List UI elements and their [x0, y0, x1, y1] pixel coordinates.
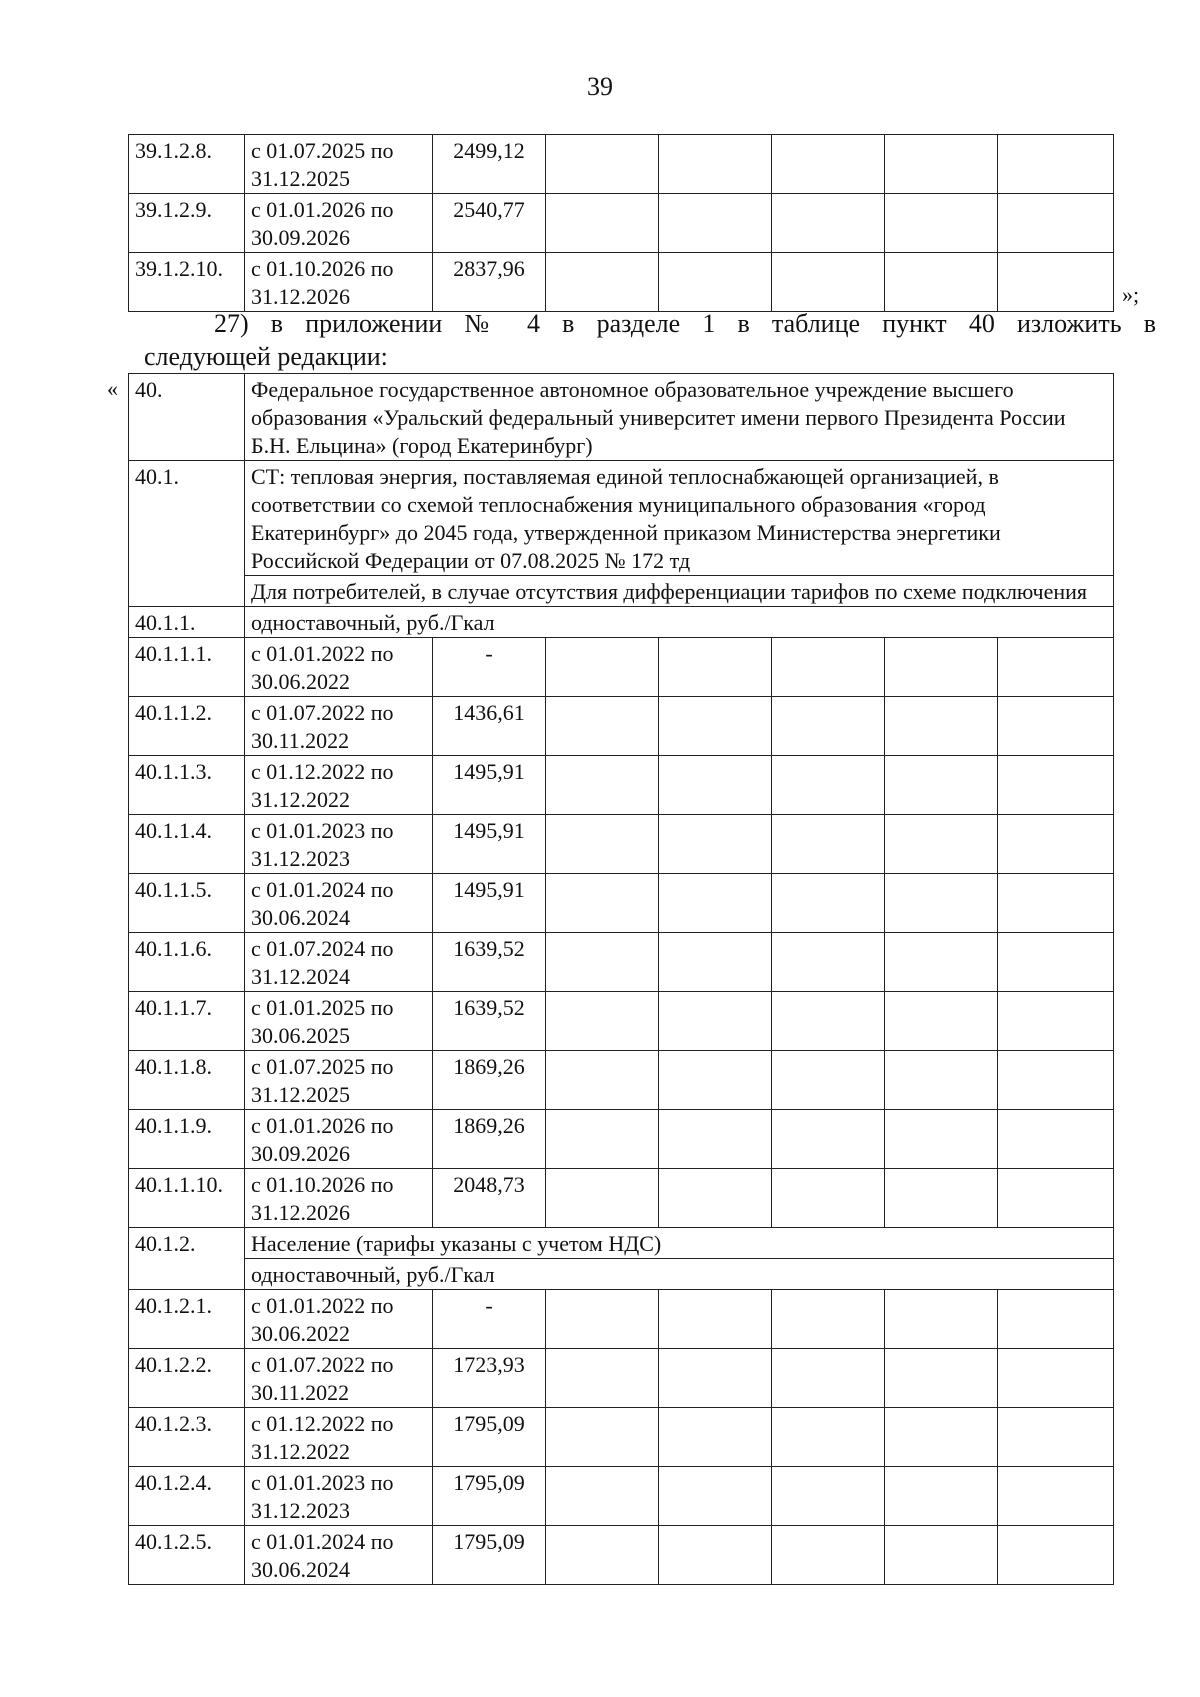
row-value: 1869,26 — [433, 1051, 546, 1110]
empty-cell — [885, 638, 998, 697]
org-name: Федеральное государственное автономное образовательное учреждение высшего образования «Уральский федеральный университет имени первого Президента России Б.Н. Ельцина» (город Екатеринбург) — [245, 374, 1114, 461]
empty-cell — [998, 1408, 1114, 1467]
table-row — [129, 756, 1114, 815]
empty-cell — [998, 194, 1114, 253]
empty-cell — [885, 194, 998, 253]
row-value: 2540,77 — [433, 194, 546, 253]
empty-cell — [546, 1169, 659, 1228]
row-number: 40.1.2.5. — [129, 1526, 245, 1585]
row-number: 40.1.1.4. — [129, 815, 245, 874]
table-row — [129, 1467, 1114, 1526]
row-period: с 01.07.2025 по 31.12.2025 — [245, 135, 433, 194]
table-row — [129, 1408, 1114, 1467]
table-row — [129, 874, 1114, 933]
sub2-unit-row — [129, 1259, 1114, 1290]
empty-cell — [659, 1467, 772, 1526]
row-value: 1639,52 — [433, 933, 546, 992]
empty-cell — [998, 1526, 1114, 1585]
tariff-table-40 — [128, 373, 1114, 1585]
row-number: 40.1.1.7. — [129, 992, 245, 1051]
table-row — [129, 1110, 1114, 1169]
sub2-number: 40.1.2. — [129, 1228, 245, 1290]
empty-cell — [998, 135, 1114, 194]
row-period: с 01.07.2024 по 31.12.2024 — [245, 933, 433, 992]
empty-cell — [772, 1408, 885, 1467]
table-row — [129, 697, 1114, 756]
sub2-label: Население (тарифы указаны с учетом НДС) — [245, 1228, 1114, 1259]
consumers-description: Для потребителей, в случае отсутствия дифференциации тарифов по схеме подключения — [245, 576, 1114, 607]
empty-cell — [885, 135, 998, 194]
empty-cell — [659, 1408, 772, 1467]
empty-cell — [772, 992, 885, 1051]
empty-cell — [546, 1467, 659, 1526]
empty-cell — [546, 638, 659, 697]
opening-quote: « — [107, 376, 118, 401]
row-period: с 01.01.2026 по 30.09.2026 — [245, 1110, 433, 1169]
empty-cell — [659, 1169, 772, 1228]
empty-cell — [885, 1526, 998, 1585]
row-number: 40.1.1.10. — [129, 1169, 245, 1228]
empty-cell — [885, 1110, 998, 1169]
empty-cell — [772, 638, 885, 697]
empty-cell — [998, 933, 1114, 992]
row-number: 40.1.2.2. — [129, 1349, 245, 1408]
empty-cell — [659, 1349, 772, 1408]
row-value: 1436,61 — [433, 697, 546, 756]
empty-cell — [772, 815, 885, 874]
empty-cell — [885, 253, 998, 312]
empty-cell — [546, 874, 659, 933]
empty-cell — [998, 756, 1114, 815]
row-number: 40.1.1.2. — [129, 697, 245, 756]
sub1-label: одноставочный, руб./Гкал — [245, 607, 1114, 638]
empty-cell — [998, 1349, 1114, 1408]
empty-cell — [546, 992, 659, 1051]
empty-cell — [772, 1467, 885, 1526]
empty-cell — [546, 1110, 659, 1169]
empty-cell — [659, 1526, 772, 1585]
empty-cell — [546, 1526, 659, 1585]
paragraph-27-line1: 27) в приложении № 4 в разделе 1 в таблице пункт 40 изложить в — [214, 309, 1156, 338]
empty-cell — [659, 992, 772, 1051]
empty-cell — [546, 1349, 659, 1408]
row-number: 40.1.1.3. — [129, 756, 245, 815]
row-period: с 01.07.2025 по 31.12.2025 — [245, 1051, 433, 1110]
empty-cell — [885, 1467, 998, 1526]
table-row — [129, 1290, 1114, 1349]
sub2-header-row — [129, 1228, 1114, 1259]
empty-cell — [772, 756, 885, 815]
table-row — [129, 1169, 1114, 1228]
empty-cell — [772, 1526, 885, 1585]
empty-cell — [885, 933, 998, 992]
row-value: 1723,93 — [433, 1349, 546, 1408]
empty-cell — [659, 135, 772, 194]
row-value: 1869,26 — [433, 1110, 546, 1169]
row-value: 1495,91 — [433, 756, 546, 815]
row-value: 1495,91 — [433, 815, 546, 874]
empty-cell — [546, 1051, 659, 1110]
closing-quote: »; — [1122, 282, 1140, 307]
row-value: 1495,91 — [433, 874, 546, 933]
sub1-header-row — [129, 607, 1114, 638]
row-period: с 01.01.2023 по 31.12.2023 — [245, 815, 433, 874]
empty-cell — [885, 874, 998, 933]
row-number: 40.1.2.3. — [129, 1408, 245, 1467]
empty-cell — [998, 1169, 1114, 1228]
consumers-row — [129, 576, 1114, 607]
empty-cell — [659, 815, 772, 874]
row-number: 40.1.1.9. — [129, 1110, 245, 1169]
empty-cell — [772, 1349, 885, 1408]
tariff-table-39 — [128, 134, 1114, 312]
empty-cell — [772, 253, 885, 312]
st-row — [129, 461, 1114, 576]
empty-cell — [659, 933, 772, 992]
empty-cell — [772, 1051, 885, 1110]
org-row — [129, 374, 1114, 461]
empty-cell — [998, 638, 1114, 697]
empty-cell — [772, 135, 885, 194]
empty-cell — [546, 815, 659, 874]
row-number: 40.1.1.5. — [129, 874, 245, 933]
empty-cell — [885, 756, 998, 815]
table-row — [129, 992, 1114, 1051]
row-value: 1795,09 — [433, 1526, 546, 1585]
empty-cell — [998, 992, 1114, 1051]
row-period: с 01.01.2025 по 30.06.2025 — [245, 992, 433, 1051]
empty-cell — [885, 815, 998, 874]
empty-cell — [659, 697, 772, 756]
empty-cell — [885, 697, 998, 756]
table-row — [129, 253, 1114, 312]
empty-cell — [772, 194, 885, 253]
table-row — [129, 1349, 1114, 1408]
org-number: 40. — [129, 374, 245, 461]
empty-cell — [998, 874, 1114, 933]
empty-cell — [659, 253, 772, 312]
empty-cell — [659, 1051, 772, 1110]
row-number: 40.1.2.1. — [129, 1290, 245, 1349]
row-value: 2837,96 — [433, 253, 546, 312]
empty-cell — [885, 992, 998, 1051]
row-period: с 01.07.2022 по 30.11.2022 — [245, 697, 433, 756]
empty-cell — [659, 1290, 772, 1349]
table-row — [129, 1051, 1114, 1110]
empty-cell — [998, 1467, 1114, 1526]
empty-cell — [546, 697, 659, 756]
row-value: 1795,09 — [433, 1408, 546, 1467]
row-value: - — [433, 1290, 546, 1349]
row-value: 1795,09 — [433, 1467, 546, 1526]
empty-cell — [885, 1290, 998, 1349]
paragraph-27-line2: следующей редакции: — [144, 342, 388, 371]
row-period: с 01.07.2022 по 30.11.2022 — [245, 1349, 433, 1408]
row-number: 40.1.1.8. — [129, 1051, 245, 1110]
empty-cell — [546, 253, 659, 312]
empty-cell — [546, 1290, 659, 1349]
empty-cell — [998, 253, 1114, 312]
row-number: 39.1.2.10. — [129, 253, 245, 312]
empty-cell — [885, 1408, 998, 1467]
row-number: 39.1.2.8. — [129, 135, 245, 194]
table-row — [129, 194, 1114, 253]
row-value: 2499,12 — [433, 135, 546, 194]
empty-cell — [546, 194, 659, 253]
empty-cell — [772, 1169, 885, 1228]
table-row — [129, 135, 1114, 194]
empty-cell — [885, 1169, 998, 1228]
empty-cell — [998, 1290, 1114, 1349]
page-number: 39 — [587, 72, 613, 101]
empty-cell — [998, 1110, 1114, 1169]
sub1-number: 40.1.1. — [129, 607, 245, 638]
row-period: с 01.01.2024 по 30.06.2024 — [245, 874, 433, 933]
empty-cell — [659, 756, 772, 815]
row-period: с 01.01.2024 по 30.06.2024 — [245, 1526, 433, 1585]
empty-cell — [772, 1110, 885, 1169]
sub2-unit-label: одноставочный, руб./Гкал — [245, 1259, 1114, 1290]
empty-cell — [885, 1051, 998, 1110]
empty-cell — [772, 1290, 885, 1349]
row-period: с 01.01.2023 по 31.12.2023 — [245, 1467, 433, 1526]
empty-cell — [998, 697, 1114, 756]
empty-cell — [998, 1051, 1114, 1110]
table-row — [129, 638, 1114, 697]
row-value: 2048,73 — [433, 1169, 546, 1228]
st-number: 40.1. — [129, 461, 245, 607]
table-row — [129, 815, 1114, 874]
empty-cell — [546, 1408, 659, 1467]
st-description: СТ: тепловая энергия, поставляемая единой теплоснабжающей организацией, в соответствии со схемой теплоснабжения муниципального образования «город Екатеринбург» до 2045 года, утвержденной приказом Министерства энергетики Российской Федерации от 07.08.2025 № 172 тд — [245, 461, 1114, 576]
empty-cell — [659, 874, 772, 933]
empty-cell — [998, 815, 1114, 874]
row-period: с 01.01.2022 по 30.06.2022 — [245, 1290, 433, 1349]
row-number: 40.1.1.1. — [129, 638, 245, 697]
row-period: с 01.10.2026 по 31.12.2026 — [245, 253, 433, 312]
empty-cell — [772, 874, 885, 933]
empty-cell — [659, 1110, 772, 1169]
row-period: с 01.12.2022 по 31.12.2022 — [245, 756, 433, 815]
empty-cell — [885, 1349, 998, 1408]
empty-cell — [546, 135, 659, 194]
table-row — [129, 933, 1114, 992]
row-number: 39.1.2.9. — [129, 194, 245, 253]
row-number: 40.1.2.4. — [129, 1467, 245, 1526]
row-period: с 01.01.2022 по 30.06.2022 — [245, 638, 433, 697]
row-period: с 01.12.2022 по 31.12.2022 — [245, 1408, 433, 1467]
empty-cell — [659, 638, 772, 697]
row-value: - — [433, 638, 546, 697]
empty-cell — [546, 933, 659, 992]
empty-cell — [772, 933, 885, 992]
row-value: 1639,52 — [433, 992, 546, 1051]
empty-cell — [772, 697, 885, 756]
table-row — [129, 1526, 1114, 1585]
row-number: 40.1.1.6. — [129, 933, 245, 992]
row-period: с 01.10.2026 по 31.12.2026 — [245, 1169, 433, 1228]
empty-cell — [659, 194, 772, 253]
row-period: с 01.01.2026 по 30.09.2026 — [245, 194, 433, 253]
empty-cell — [546, 756, 659, 815]
